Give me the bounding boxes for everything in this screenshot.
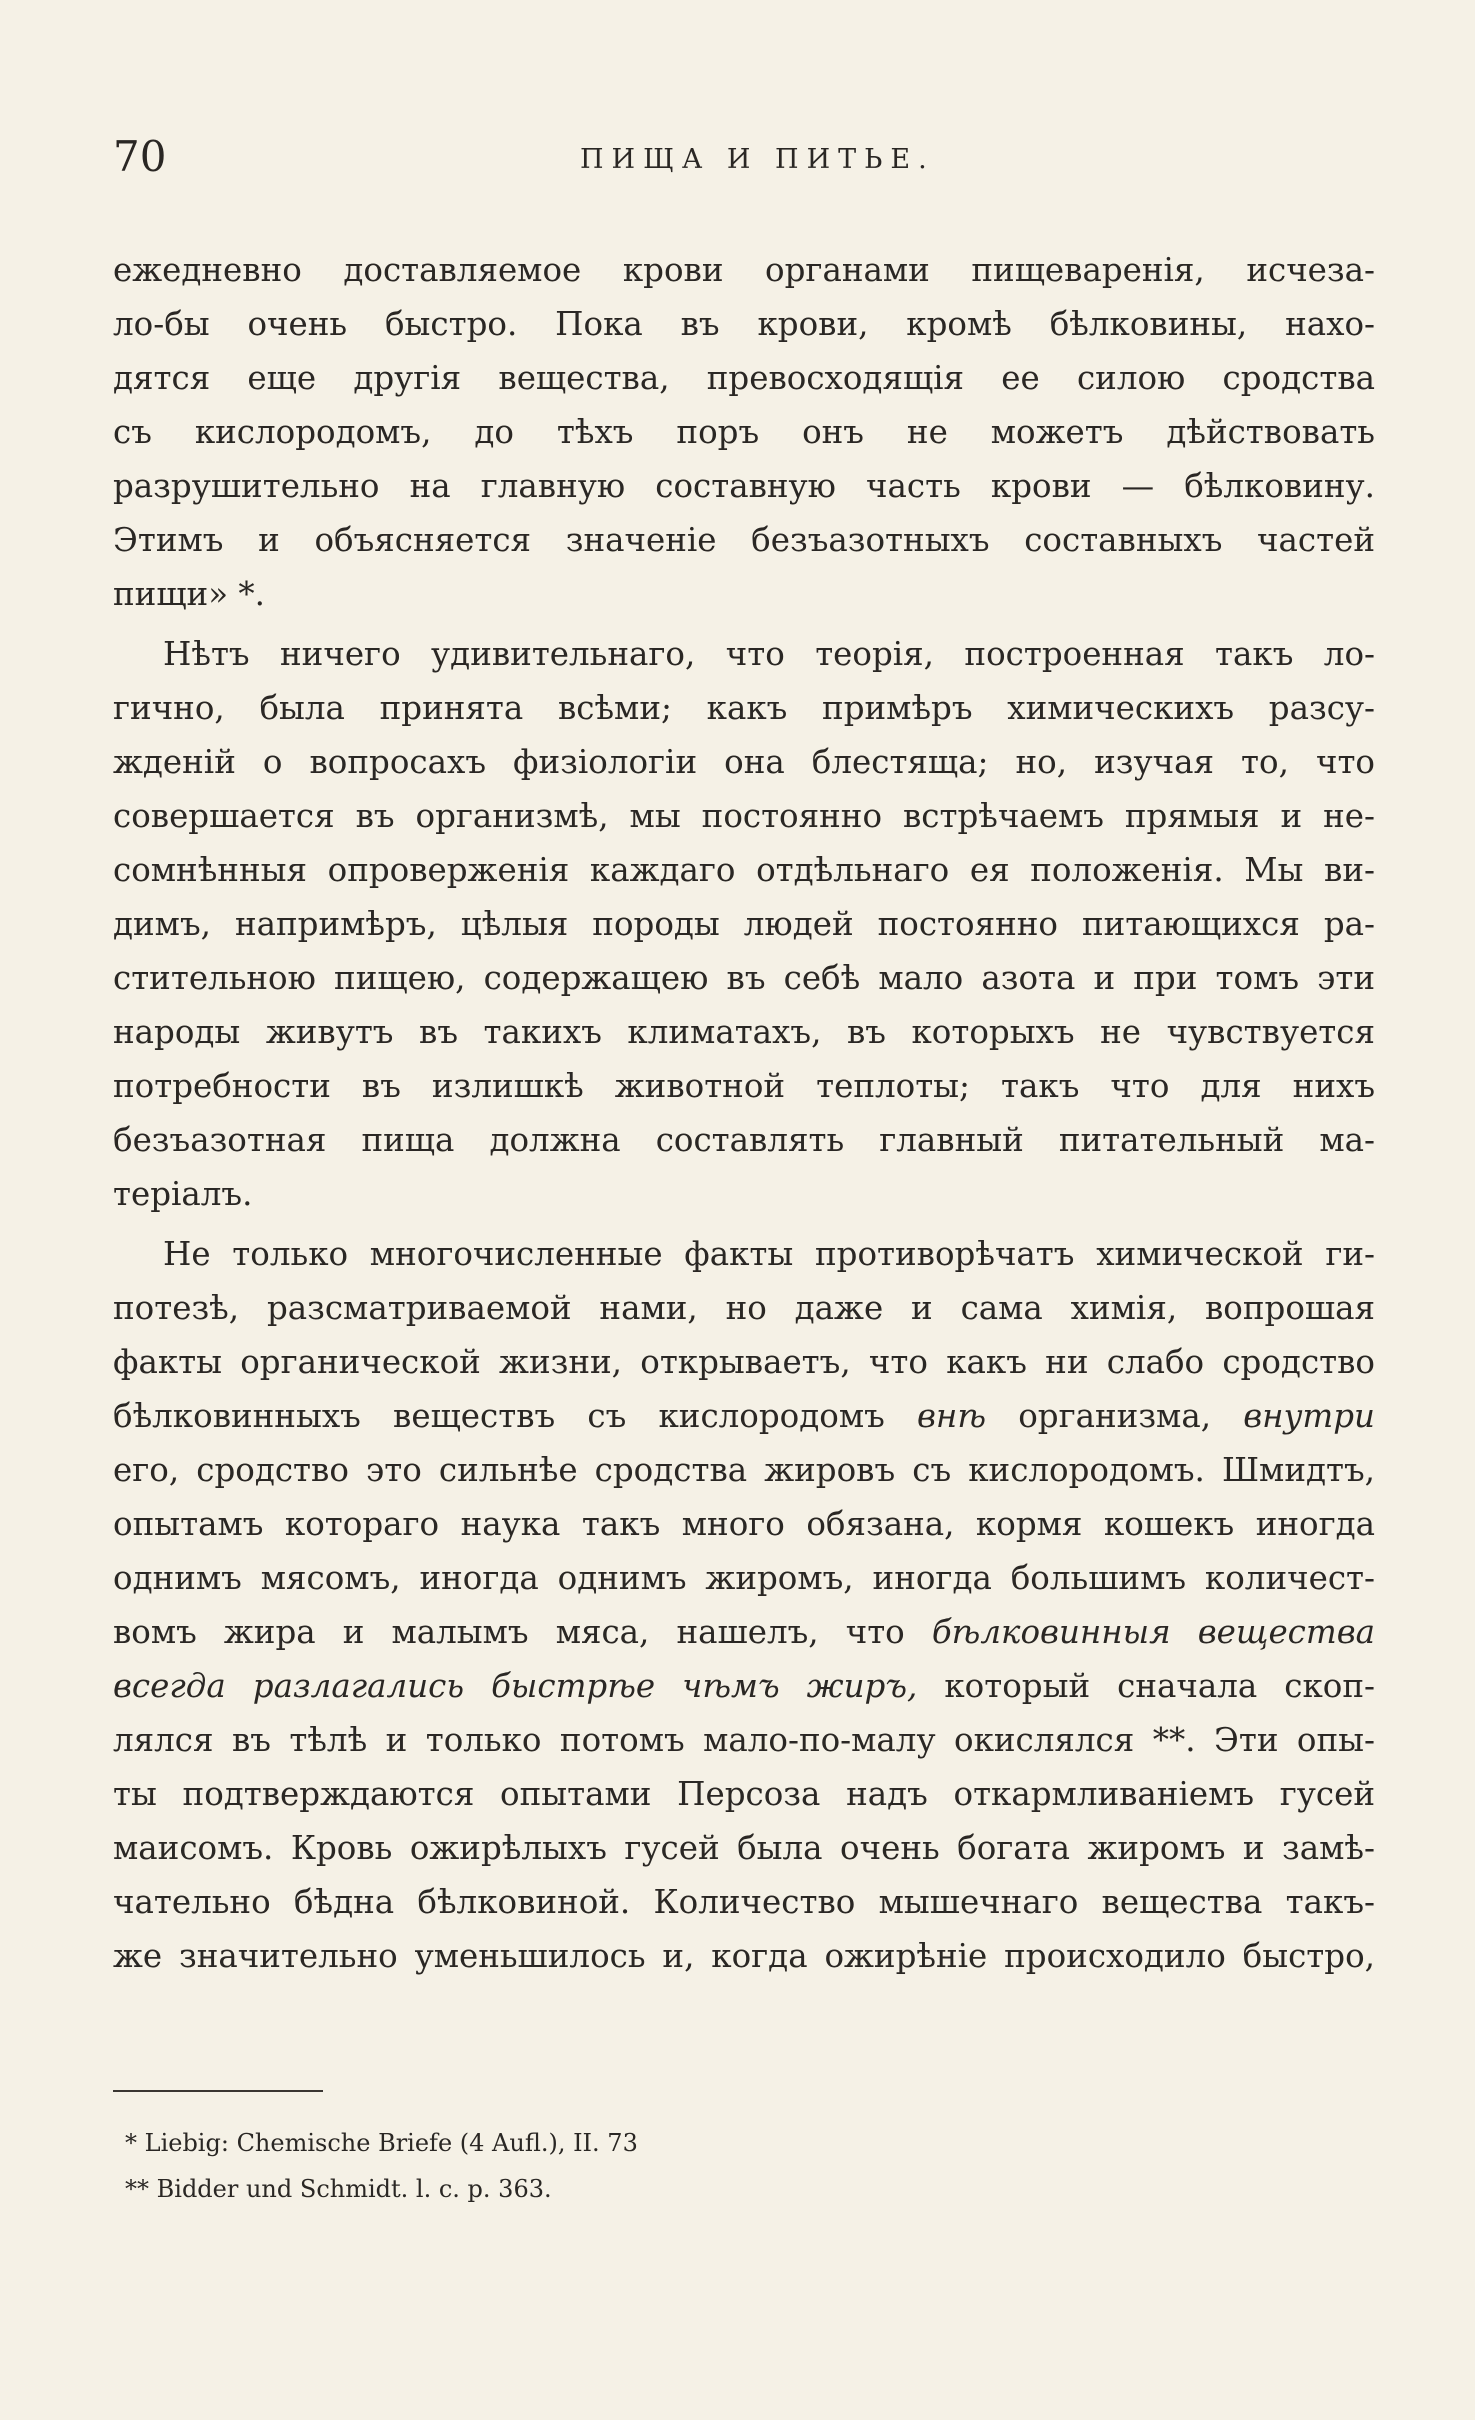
text-line: димъ, напримѣръ, цѣлыя породы людей постоянно питающихся ра- [113,905,1375,943]
footnote: ** Bidder und Schmidt. l. c. p. 363. [125,2175,552,2203]
text-line: однимъ мясомъ, иногда однимъ жиромъ, иногда большимъ количест- [113,1559,1375,1597]
footnote-divider [113,2090,323,2092]
text-line [113,1389,1375,1443]
page-number: 70 [113,132,167,181]
text-line: Этимъ и объясняется значеніе безъазотныхъ составныхъ частей [113,521,1375,559]
text-segment: вомъ жира и малымъ мяса, нашелъ, что [113,1613,905,1651]
text-line: пищи» *. [113,575,265,613]
emphasis: внѣ [917,1397,986,1435]
text-line: факты органической жизни, открываетъ, что какъ ни слабо сродство [113,1343,1375,1381]
text-segment: который сначала скоп- [944,1667,1375,1705]
text-line: опытамъ котораго наука такъ много обязана, кормя кошекъ иногда [113,1505,1375,1543]
text-line: народы живутъ въ такихъ климатахъ, въ которыхъ не чувствуется [113,1013,1375,1051]
footnote: * Liebig: Chemische Briefe (4 Aufl.), II. 73 [125,2129,638,2157]
text-line: Не только многочисленные факты противорѣчатъ химической ги- [163,1235,1375,1273]
text-line: совершается въ организмѣ, мы постоянно встрѣчаемъ прямыя и не- [113,797,1375,835]
text-line: гично, была принята всѣми; какъ примѣръ химическихъ разсу- [113,689,1375,727]
text-line [113,1605,1375,1659]
text-line: Нѣтъ ничего удивительнаго, что теорія, построенная такъ ло- [163,635,1375,673]
emphasis: внутри [1243,1397,1375,1435]
emphasis: бѣлковинныя вещества [931,1613,1375,1651]
text-line: жденій о вопросахъ физіологіи она блестяща; но, изучая то, что [113,743,1375,781]
text-line: лялся въ тѣлѣ и только потомъ мало-по-малу окислялся **. Эти опы- [113,1721,1375,1759]
body-text [113,243,1375,1983]
text-line: стительною пищею, содержащею въ себѣ мало азота и при томъ эти [113,959,1375,997]
text-line [113,1659,1375,1713]
footnotes [125,2120,1025,2212]
text-line: потезѣ, разсматриваемой нами, но даже и сама химія, вопрошая [113,1289,1375,1327]
text-line: съ кислородомъ, до тѣхъ поръ онъ не можетъ дѣйствовать [113,413,1375,451]
text-line: ежедневно доставляемое крови органами пищеваренія, исчеза- [113,251,1375,289]
text-line: ты подтверждаются опытами Персоза надъ откармливаніемъ гусей [113,1775,1375,1813]
text-line: дятся еще другія вещества, превосходящія ее силою сродства [113,359,1375,397]
text-line: теріалъ. [113,1175,253,1213]
text-line: чательно бѣдна бѣлковиной. Количество мышечнаго вещества такъ- [113,1883,1375,1921]
text-line: же значительно уменьшилось и, когда ожирѣніе происходило быстро, [113,1937,1375,1975]
text-line: потребности въ излишкѣ животной теплоты; такъ что для нихъ [113,1067,1375,1105]
running-title: ПИЩА И ПИТЬЕ. [580,144,935,175]
emphasis: всегда разлагались быстрѣе чѣмъ жиръ, [113,1667,918,1705]
text-segment: организма, [1018,1397,1212,1435]
text-line: сомнѣнныя опроверженія каждаго отдѣльнаго ея положенія. Мы ви- [113,851,1375,889]
text-segment: бѣлковинныхъ веществъ съ кислородомъ [113,1397,885,1435]
text-line: разрушительно на главную составную часть крови — бѣлковину. [113,467,1375,505]
text-line: его, сродство это сильнѣе сродства жировъ съ кислородомъ. Шмидтъ, [113,1451,1375,1489]
running-head [0,132,1475,182]
text-line: маисомъ. Кровь ожирѣлыхъ гусей была очень богата жиромъ и замѣ- [113,1829,1375,1867]
text-line: безъазотная пища должна составлять главный питательный ма- [113,1121,1375,1159]
text-line: ло-бы очень быстро. Пока въ крови, кромѣ бѣлковины, нахо- [113,305,1375,343]
